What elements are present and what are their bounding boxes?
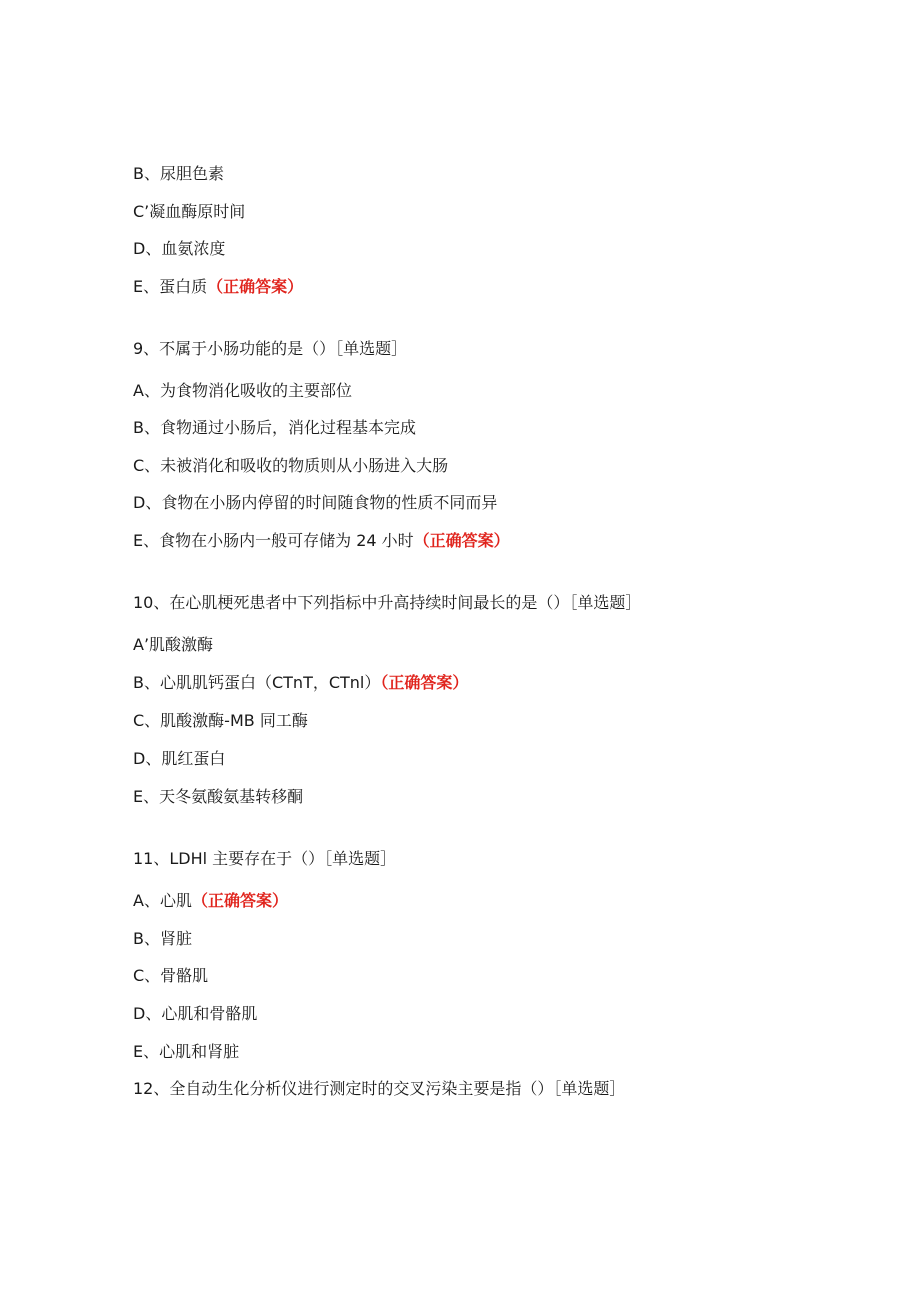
option-text: B、食物通过小肠后，消化过程基本完成 (133, 418, 416, 437)
option-text: E、天冬氨酸氨基转移酮 (133, 787, 304, 806)
option-a-line (133, 635, 213, 655)
option-text: A、心肌 (133, 891, 192, 910)
option-c-line (133, 966, 208, 986)
question-12 (133, 1079, 625, 1099)
question-text: 10、在心肌梗死患者中下列指标中升高持续时间最长的是（）［单选题］ (133, 593, 642, 612)
option-text: D、食物在小肠内停留的时间随食物的性质不同而异 (133, 493, 498, 512)
option-b-line (133, 929, 192, 949)
option-text: B、肾脏 (133, 929, 192, 948)
question-text: 12、全自动生化分析仪进行测定时的交叉污染主要是指（）［单选题］ (133, 1079, 626, 1098)
correct-answer-mark: （正确答案） (413, 531, 510, 550)
correct-answer-mark: （正确答案） (207, 277, 304, 296)
option-text: E、心肌和肾脏 (133, 1042, 240, 1061)
option-text: C’凝血酶原时间 (133, 202, 246, 221)
option-text: E、蛋白质 (133, 277, 208, 296)
question-11 (133, 849, 396, 869)
option-text: D、心肌和骨骼肌 (133, 1004, 258, 1023)
question-9 (133, 339, 407, 359)
option-e-line (133, 531, 510, 551)
option-text: A’肌酸激酶 (133, 635, 214, 654)
option-d-line (133, 1004, 257, 1024)
option-e-line (133, 1042, 239, 1062)
option-c-line (133, 711, 308, 731)
question-10 (133, 593, 641, 613)
option-a-line (133, 381, 352, 401)
option-c-line (133, 456, 448, 476)
option-b-line (133, 418, 416, 438)
option-b-line (133, 673, 468, 693)
question-text: 9、不属于小肠功能的是（）［单选题］ (133, 339, 408, 358)
option-text: C、未被消化和吸收的物质则从小肠进入大肠 (133, 456, 449, 475)
option-text: C、骨骼肌 (133, 966, 209, 985)
option-text: D、肌红蛋白 (133, 749, 226, 768)
option-e-line (133, 787, 303, 807)
option-text: B、尿胆色素 (133, 164, 224, 183)
option-e-line (133, 277, 303, 297)
option-b-line (133, 164, 224, 184)
question-text: 11、LDHl 主要存在于（）［单选题］ (133, 849, 397, 868)
option-c-line (133, 202, 245, 222)
option-text: A、为食物消化吸收的主要部位 (133, 381, 352, 400)
option-text: C、肌酸激酶-MB 同工酶 (133, 711, 308, 730)
option-d-line (133, 239, 225, 259)
option-d-line (133, 749, 225, 769)
option-text: D、血氨浓度 (133, 239, 226, 258)
option-text: B、心肌肌钙蛋白（CTnT，CTnl） (133, 673, 381, 692)
correct-answer-mark: （正确答案） (380, 673, 469, 692)
correct-answer-mark: （正确答案） (191, 891, 288, 910)
option-a-line (133, 891, 288, 911)
option-text: E、食物在小肠内一般可存储为 24 小时 (133, 531, 414, 550)
option-d-line (133, 493, 497, 513)
